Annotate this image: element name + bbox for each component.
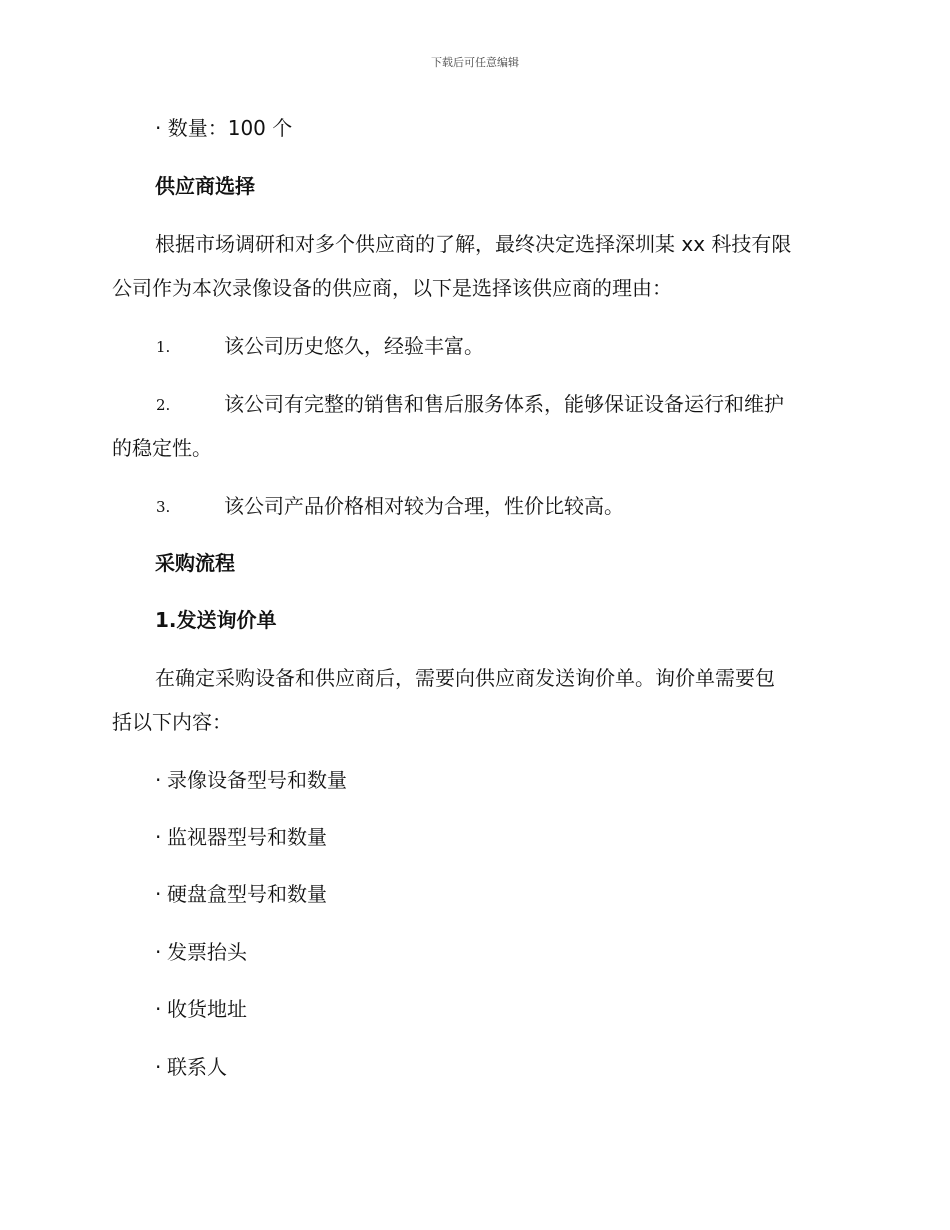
supplier-heading: 供应商选择 — [155, 174, 255, 198]
bullet-icon: · — [155, 882, 162, 906]
bullet-icon: · — [155, 768, 162, 792]
list-item: · 收货地址 — [155, 997, 247, 1021]
quantity-line: · 数量：100 个 — [155, 116, 293, 140]
bullet-icon: · — [155, 997, 162, 1021]
supplier-intro-line-1: 根据市场调研和对多个供应商的了解，最终决定选择深圳某 xx 科技有限 — [155, 232, 792, 256]
bullet-icon: · — [155, 940, 162, 964]
reason-text: 该公司有完整的销售和售后服务体系，能够保证设备运行和维护 — [224, 392, 784, 416]
reason-text: 该公司产品价格相对较为合理，性价比较高。 — [224, 494, 624, 518]
reason-number: 3. — [156, 498, 171, 516]
step1-line-2: 括以下内容： — [112, 710, 232, 734]
reason-number: 1. — [156, 338, 171, 356]
reason-number: 2. — [156, 396, 171, 414]
supplier-intro-line-2: 公司作为本次录像设备的供应商，以下是选择该供应商的理由： — [112, 276, 672, 300]
step1-heading: 1.发送询价单 — [155, 608, 277, 632]
list-item: · 发票抬头 — [155, 940, 247, 964]
procurement-heading: 采购流程 — [155, 551, 235, 575]
header-note: 下载后可任意编辑 — [431, 56, 519, 69]
reason-text-continued: 的稳定性。 — [112, 436, 212, 460]
reason-text: 该公司历史悠久，经验丰富。 — [224, 334, 484, 358]
list-item: · 录像设备型号和数量 — [155, 768, 347, 792]
bullet-icon: · — [155, 1055, 162, 1079]
list-item: · 硬盘盒型号和数量 — [155, 882, 327, 906]
list-item: · 联系人 — [155, 1055, 227, 1079]
list-item: · 监视器型号和数量 — [155, 825, 327, 849]
bullet-icon: · — [155, 825, 162, 849]
step1-line-1: 在确定采购设备和供应商后，需要向供应商发送询价单。询价单需要包 — [155, 666, 775, 690]
